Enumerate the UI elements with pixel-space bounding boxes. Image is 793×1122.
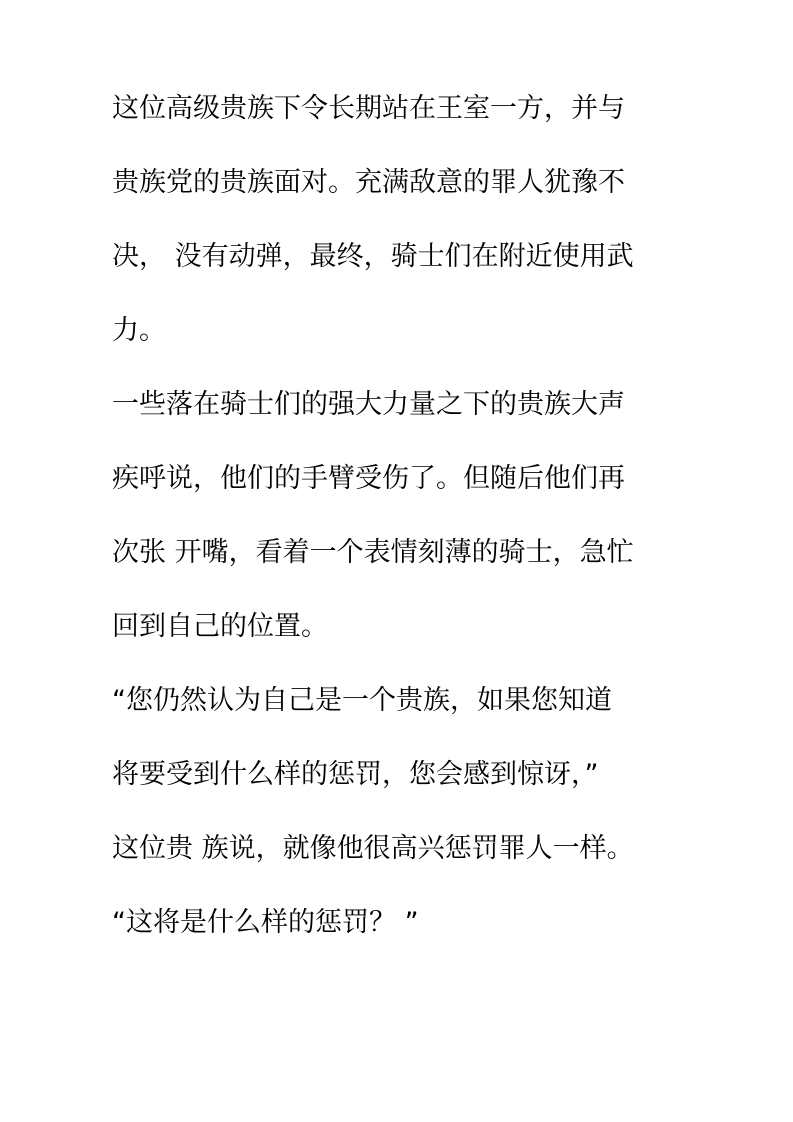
paragraph-1 [112,82,687,358]
text-line: 次张 开嘴，看着一个表情刻薄的骑士，急忙 [112,537,634,568]
text-line: 回到自己的位置。 [112,611,328,642]
document-page [112,82,687,970]
text-line: “这将是什么样的惩罚？ ” [112,907,419,938]
text-line: 疾呼说，他们的手臂受伤了。但随后他们再 [112,463,625,494]
text-line: “您仍然认为自己是一个贵族，如果您知道 [112,685,612,716]
paragraph-2 [112,378,687,654]
text-line: 将要受到什么样的惩罚，您会感到惊讶，” [112,759,599,790]
paragraph-4 [112,896,687,950]
paragraph-3 [112,674,687,876]
text-line: 这位贵 族说，就像他很高兴惩罚罪人一样。 [112,833,634,864]
text-line: 这位高级贵族下令长期站在王室一方，并与 [112,93,625,124]
text-line: 决， 没有动弹，最终，骑士们在附近使用武 [112,241,634,272]
text-line: 力。 [112,315,166,346]
text-line: 贵族党的贵族面对。充满敌意的罪人犹豫不 [112,167,625,198]
text-line: 一些落在骑士们的强大力量之下的贵族大声 [112,389,625,420]
